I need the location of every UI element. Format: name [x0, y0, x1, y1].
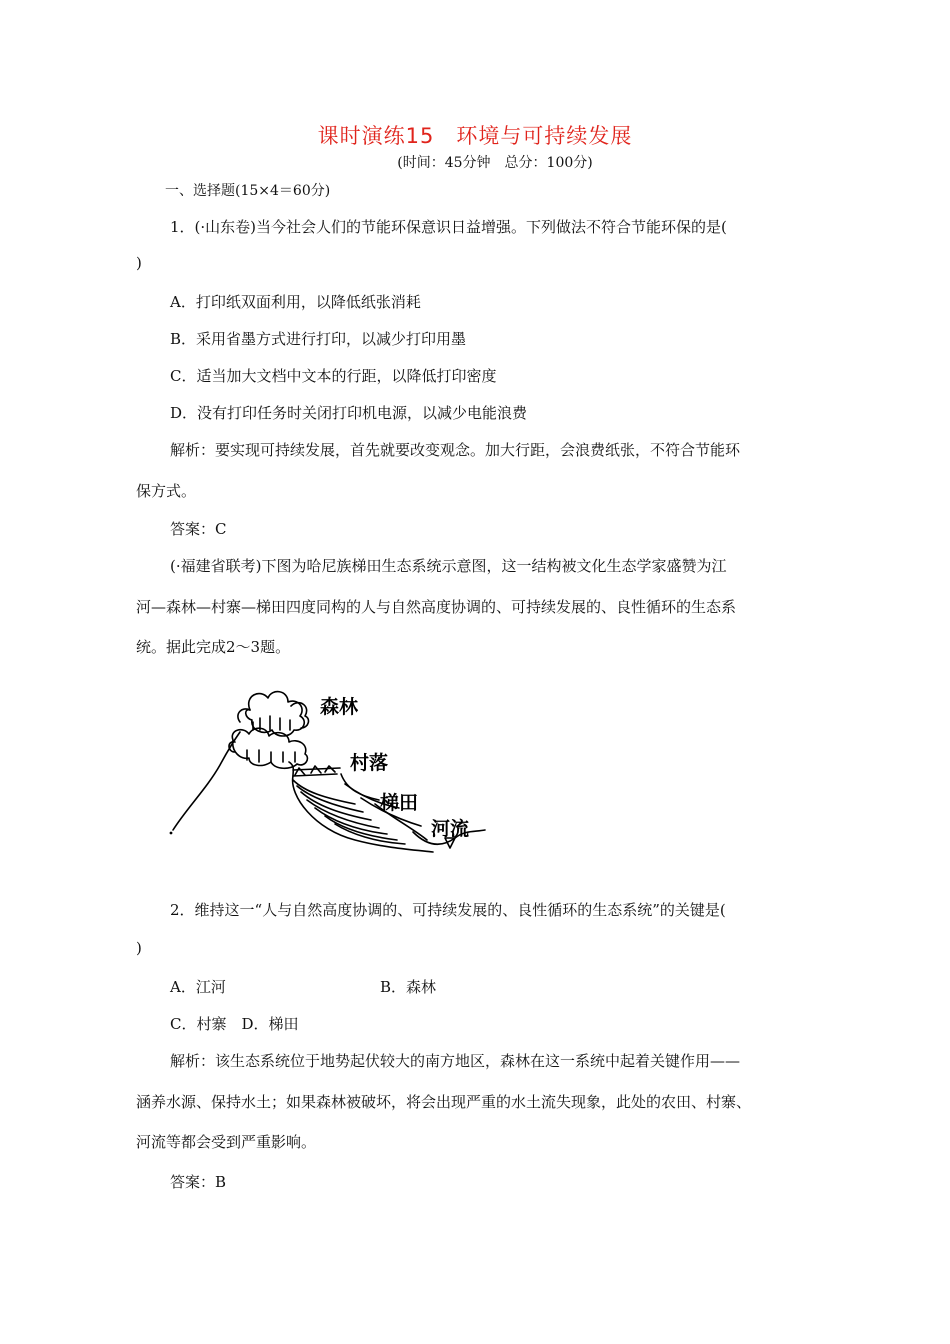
q2-analysis-line-2: 涵养水源、保持水土；如果森林被破坏，将会出现严重的水土流失现象，此处的农田、村寨、 — [136, 1093, 752, 1111]
q2-stem-line-1: 2．维持这一“人与自然高度协调的、可持续发展的、良性循环的生态系统”的关键是( — [170, 901, 726, 919]
label-river: 河流 — [431, 818, 470, 840]
intro-line-3: 统。据此完成2～3题。 — [136, 638, 291, 656]
q2-answer: 答案：B — [170, 1173, 227, 1191]
q2-option-a: A．江河 — [170, 978, 226, 996]
q1-option-d: D．没有打印任务时关闭打印机电源，以减少电能浪费 — [170, 404, 528, 422]
section-heading: 一、选择题(15×4＝60分) — [165, 183, 331, 199]
q2-option-b: B．森林 — [380, 978, 437, 996]
q1-analysis-line-2: 保方式。 — [136, 482, 197, 500]
q2-option-cd: C．村寨 D．梯田 — [170, 1015, 299, 1033]
q2-analysis-line-1: 解析：该生态系统位于地势起伏较大的南方地区，森林在这一系统中起着关键作用—— — [170, 1052, 741, 1070]
intro-line-1: (·福建省联考)下图为哈尼族梯田生态系统示意图，这一结构被文化生态学家盛赞为江 — [170, 557, 727, 575]
q1-answer: 答案：C — [170, 520, 227, 538]
label-terraces: 梯田 — [380, 792, 419, 814]
q1-option-a: A．打印纸双面利用，以降低纸张消耗 — [170, 293, 421, 311]
q1-analysis-line-1: 解析：要实现可持续发展，首先就要改变观念。加大行距，会浪费纸张，不符合节能环 — [170, 441, 741, 459]
label-village: 村落 — [350, 752, 389, 774]
q1-stem-line-2: ) — [136, 254, 142, 272]
intro-line-2: 河—森林—村寨—梯田四度同构的人与自然高度协调的、可持续发展的、良性循环的生态系 — [136, 598, 737, 616]
label-forest: 森林 — [320, 696, 359, 718]
q1-option-b: B．采用省墨方式进行打印，以减少打印用墨 — [170, 330, 467, 348]
q1-stem-line-1: 1．(·山东卷)当今社会人们的节能环保意识日益增强。下列做法不符合节能环保的是( — [170, 218, 727, 236]
time-and-score: (时间：45分钟 总分：100分) — [397, 155, 593, 171]
page-title: 课时演练15 环境与可持续发展 — [317, 124, 633, 148]
q1-option-c: C．适当加大文档中文本的行距，以降低打印密度 — [170, 367, 497, 385]
q2-stem-line-2: ) — [136, 939, 142, 957]
q2-analysis-line-3: 河流等都会受到严重影响。 — [136, 1133, 317, 1151]
terrace-ecosystem-figure — [165, 680, 495, 855]
